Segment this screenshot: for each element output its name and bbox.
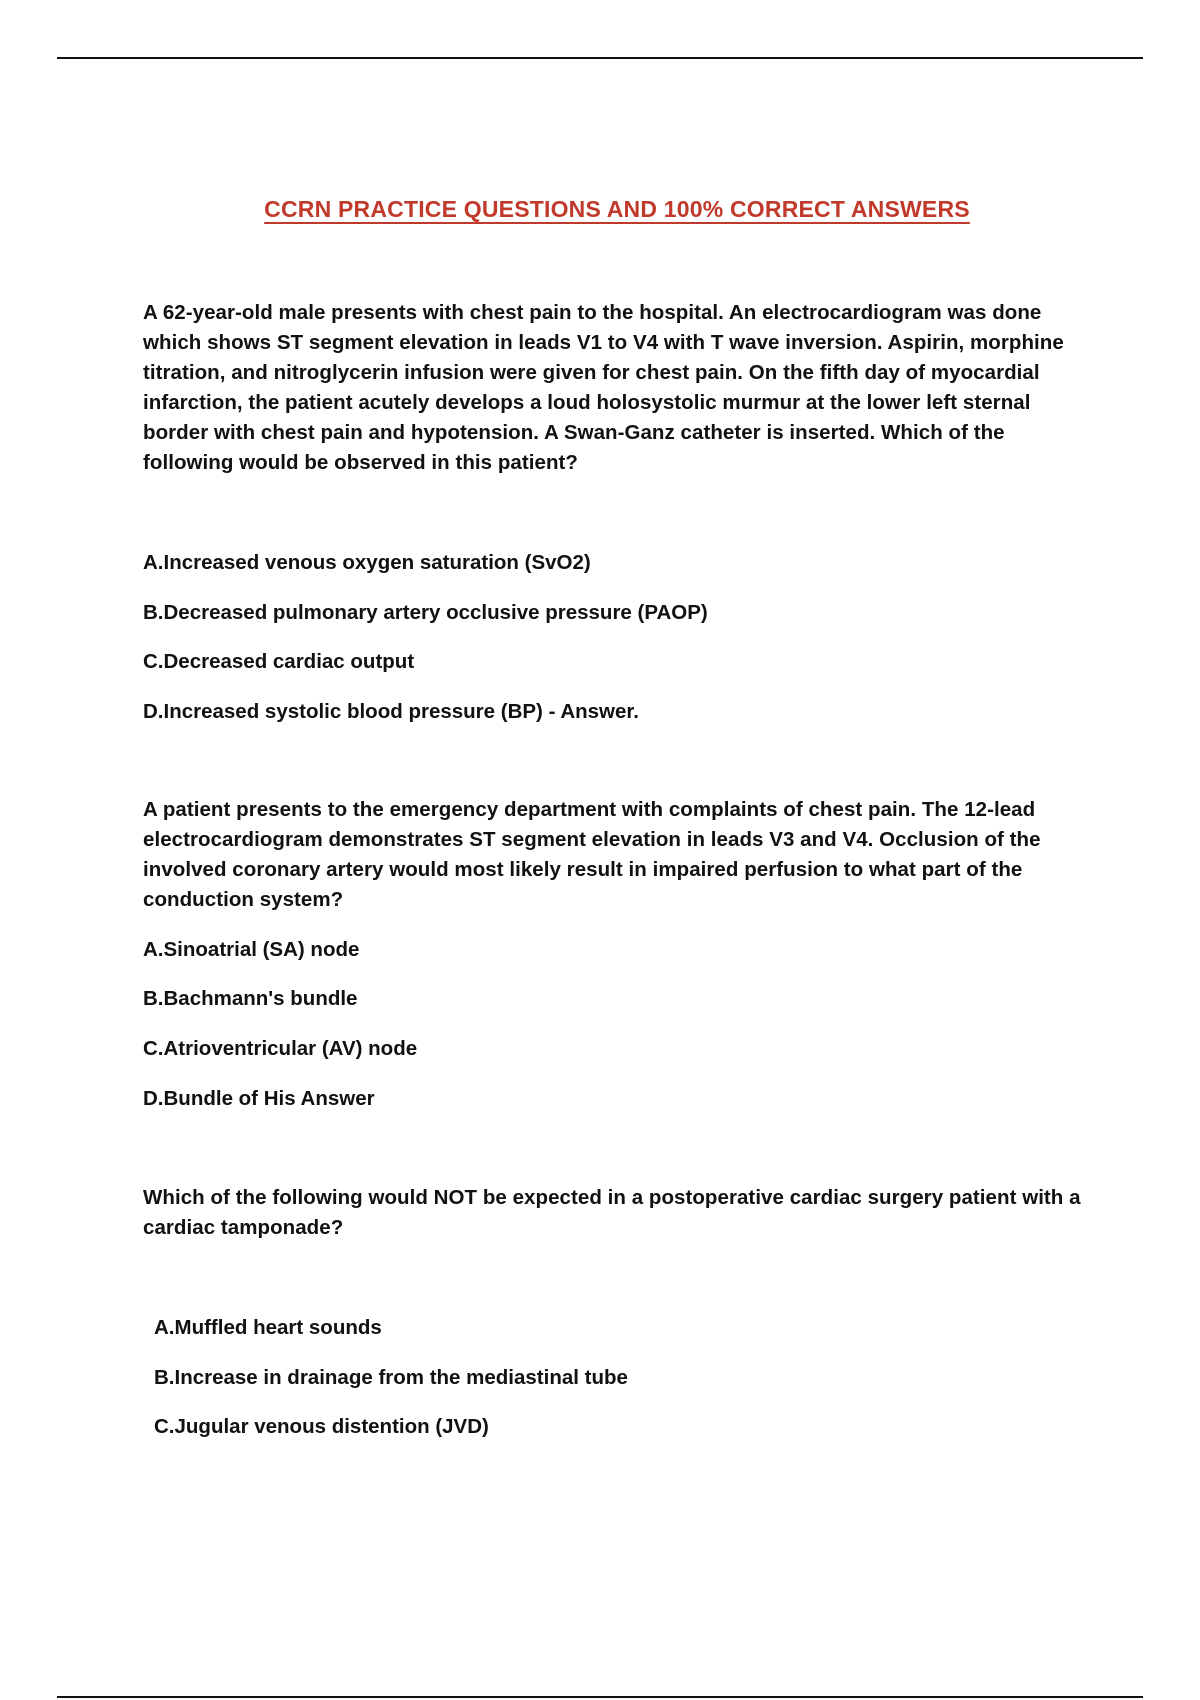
question-1-option-d: D.Increased systolic blood pressure (BP) - Answer. xyxy=(143,700,639,723)
question-2-option-b: B.Bachmann's bundle xyxy=(143,987,358,1010)
bottom-rule xyxy=(57,1696,1143,1698)
question-2-option-c: C.Atrioventricular (AV) node xyxy=(143,1037,418,1060)
question-1-option-a: A.Increased venous oxygen saturation (SvO2) xyxy=(143,551,591,574)
question-1-option-c: C.Decreased cardiac output xyxy=(143,650,415,673)
question-3-text: Which of the following would NOT be expected in a postoperative cardiac surgery patient with a cardiac tamponade? xyxy=(143,1186,1081,1239)
top-rule xyxy=(57,57,1143,59)
question-2-option-a: A.Sinoatrial (SA) node xyxy=(143,938,360,961)
question-3-option-c: C.Jugular venous distention (JVD) xyxy=(154,1415,489,1438)
document-title: CCRN PRACTICE QUESTIONS AND 100% CORRECT ANSWERS xyxy=(264,196,970,222)
question-3-option-b: B.Increase in drainage from the mediastinal tube xyxy=(154,1366,628,1389)
question-2-text: A patient presents to the emergency department with complaints of chest pain. The 12-lead electrocardiogram demonstrates ST segment elevation in leads V3 and V4. Occlusion of the involved coronary artery would most likely result in impaired perfusion to what part of the conduction system? xyxy=(143,798,1041,911)
question-1-text: A 62-year-old male presents with chest pain to the hospital. An electrocardiogram was done which shows ST segment elevation in leads V1 to V4 with T wave inversion. Aspirin, morphine titration, and nitroglycerin infusion were given for chest pain. On the fifth day of myocardial infarction, the patient acutely develops a loud holosystolic murmur at the lower left sternal border with chest pain and hypotension. A Swan-Ganz catheter is inserted. Which of the following would be observed in this patient? xyxy=(143,301,1064,474)
question-2-option-d: D.Bundle of His Answer xyxy=(143,1087,375,1110)
question-3-option-a: A.Muffled heart sounds xyxy=(154,1316,382,1339)
question-1-option-b: B.Decreased pulmonary artery occlusive pressure (PAOP) xyxy=(143,601,708,624)
